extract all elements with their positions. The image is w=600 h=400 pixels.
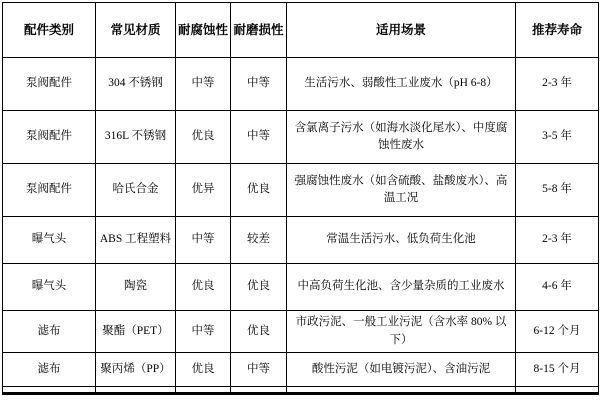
table-cell: 2-3 年: [516, 58, 599, 111]
header-material: 常见材质: [96, 3, 176, 58]
table-row: [3, 164, 599, 217]
table-cell: 优良: [176, 353, 231, 387]
table-cell: 中等: [231, 353, 287, 387]
header-lifespan: 推荐寿命: [516, 3, 599, 58]
table-cell: 生活污水、弱酸性工业废水（pH 6-8）: [287, 58, 516, 111]
table-cell: 酸性污泥（如电镀污泥）、含油污泥: [287, 353, 516, 387]
table-cell: 曝气头: [3, 264, 96, 311]
table-cell: 陶瓷: [96, 264, 176, 311]
table-cell: 4-6 年: [516, 264, 599, 311]
table-row: [3, 353, 599, 387]
table-cell: 强腐蚀性废水（如含硫酸、盐酸废水）、高温工况: [287, 164, 516, 217]
table-cell-empty: [176, 387, 231, 394]
table-container: [2, 2, 598, 395]
table-cell: 市政污泥、一般工业污泥（含水率 80% 以下）: [287, 311, 516, 353]
partial-bottom-row: [3, 387, 599, 394]
table-row: [3, 217, 599, 264]
table-cell: 中高负荷生化池、含少量杂质的工业废水: [287, 264, 516, 311]
table-cell: 泵阀配件: [3, 58, 96, 111]
table-cell: 优良: [231, 164, 287, 217]
table-cell: 泵阀配件: [3, 111, 96, 164]
table-cell: 优良: [231, 264, 287, 311]
table-cell: 曝气头: [3, 217, 96, 264]
table-cell: 滤布: [3, 353, 96, 387]
header-row: [3, 3, 599, 58]
header-scenario: 适用场景: [287, 3, 516, 58]
table-cell: 较差: [231, 217, 287, 264]
table-cell: 优良: [176, 264, 231, 311]
table-cell: 中等: [176, 58, 231, 111]
header-abrasion-resistance: 耐磨损性: [231, 3, 287, 58]
table-cell-empty: [231, 387, 287, 394]
table-cell-empty: [3, 387, 96, 394]
table-cell: 316L 不锈钢: [96, 111, 176, 164]
table-cell: ABS 工程塑料: [96, 217, 176, 264]
parts-comparison-table: [2, 2, 599, 395]
table-cell-empty: [516, 387, 599, 394]
table-cell: 6-12 个月: [516, 311, 599, 353]
table-cell: 聚丙烯（PP）: [96, 353, 176, 387]
table-body: [3, 58, 599, 394]
table-cell: 中等: [176, 311, 231, 353]
table-row: [3, 264, 599, 311]
header-category: 配件类别: [3, 3, 96, 58]
table-cell: 2-3 年: [516, 217, 599, 264]
table-cell: 5-8 年: [516, 164, 599, 217]
table-row: [3, 311, 599, 353]
table-cell: 滤布: [3, 311, 96, 353]
table-cell: 聚酯（PET）: [96, 311, 176, 353]
table-cell: 优异: [176, 164, 231, 217]
table-cell: 304 不锈钢: [96, 58, 176, 111]
table-cell: 泵阀配件: [3, 164, 96, 217]
table-cell: 含氯离子污水（如海水淡化尾水）、中度腐蚀性废水: [287, 111, 516, 164]
header-corrosion-resistance: 耐腐蚀性: [176, 3, 231, 58]
table-cell: 中等: [231, 58, 287, 111]
table-row: [3, 111, 599, 164]
table-cell: 哈氏合金: [96, 164, 176, 217]
table-cell-empty: [287, 387, 516, 394]
table-cell: 优良: [231, 311, 287, 353]
table-cell: 优良: [176, 111, 231, 164]
table-cell: 中等: [231, 111, 287, 164]
table-cell: 常温生活污水、低负荷生化池: [287, 217, 516, 264]
table-cell-empty: [96, 387, 176, 394]
table-row: [3, 58, 599, 111]
table-cell: 中等: [176, 217, 231, 264]
table-cell: 3-5 年: [516, 111, 599, 164]
table-cell: 8-15 个月: [516, 353, 599, 387]
